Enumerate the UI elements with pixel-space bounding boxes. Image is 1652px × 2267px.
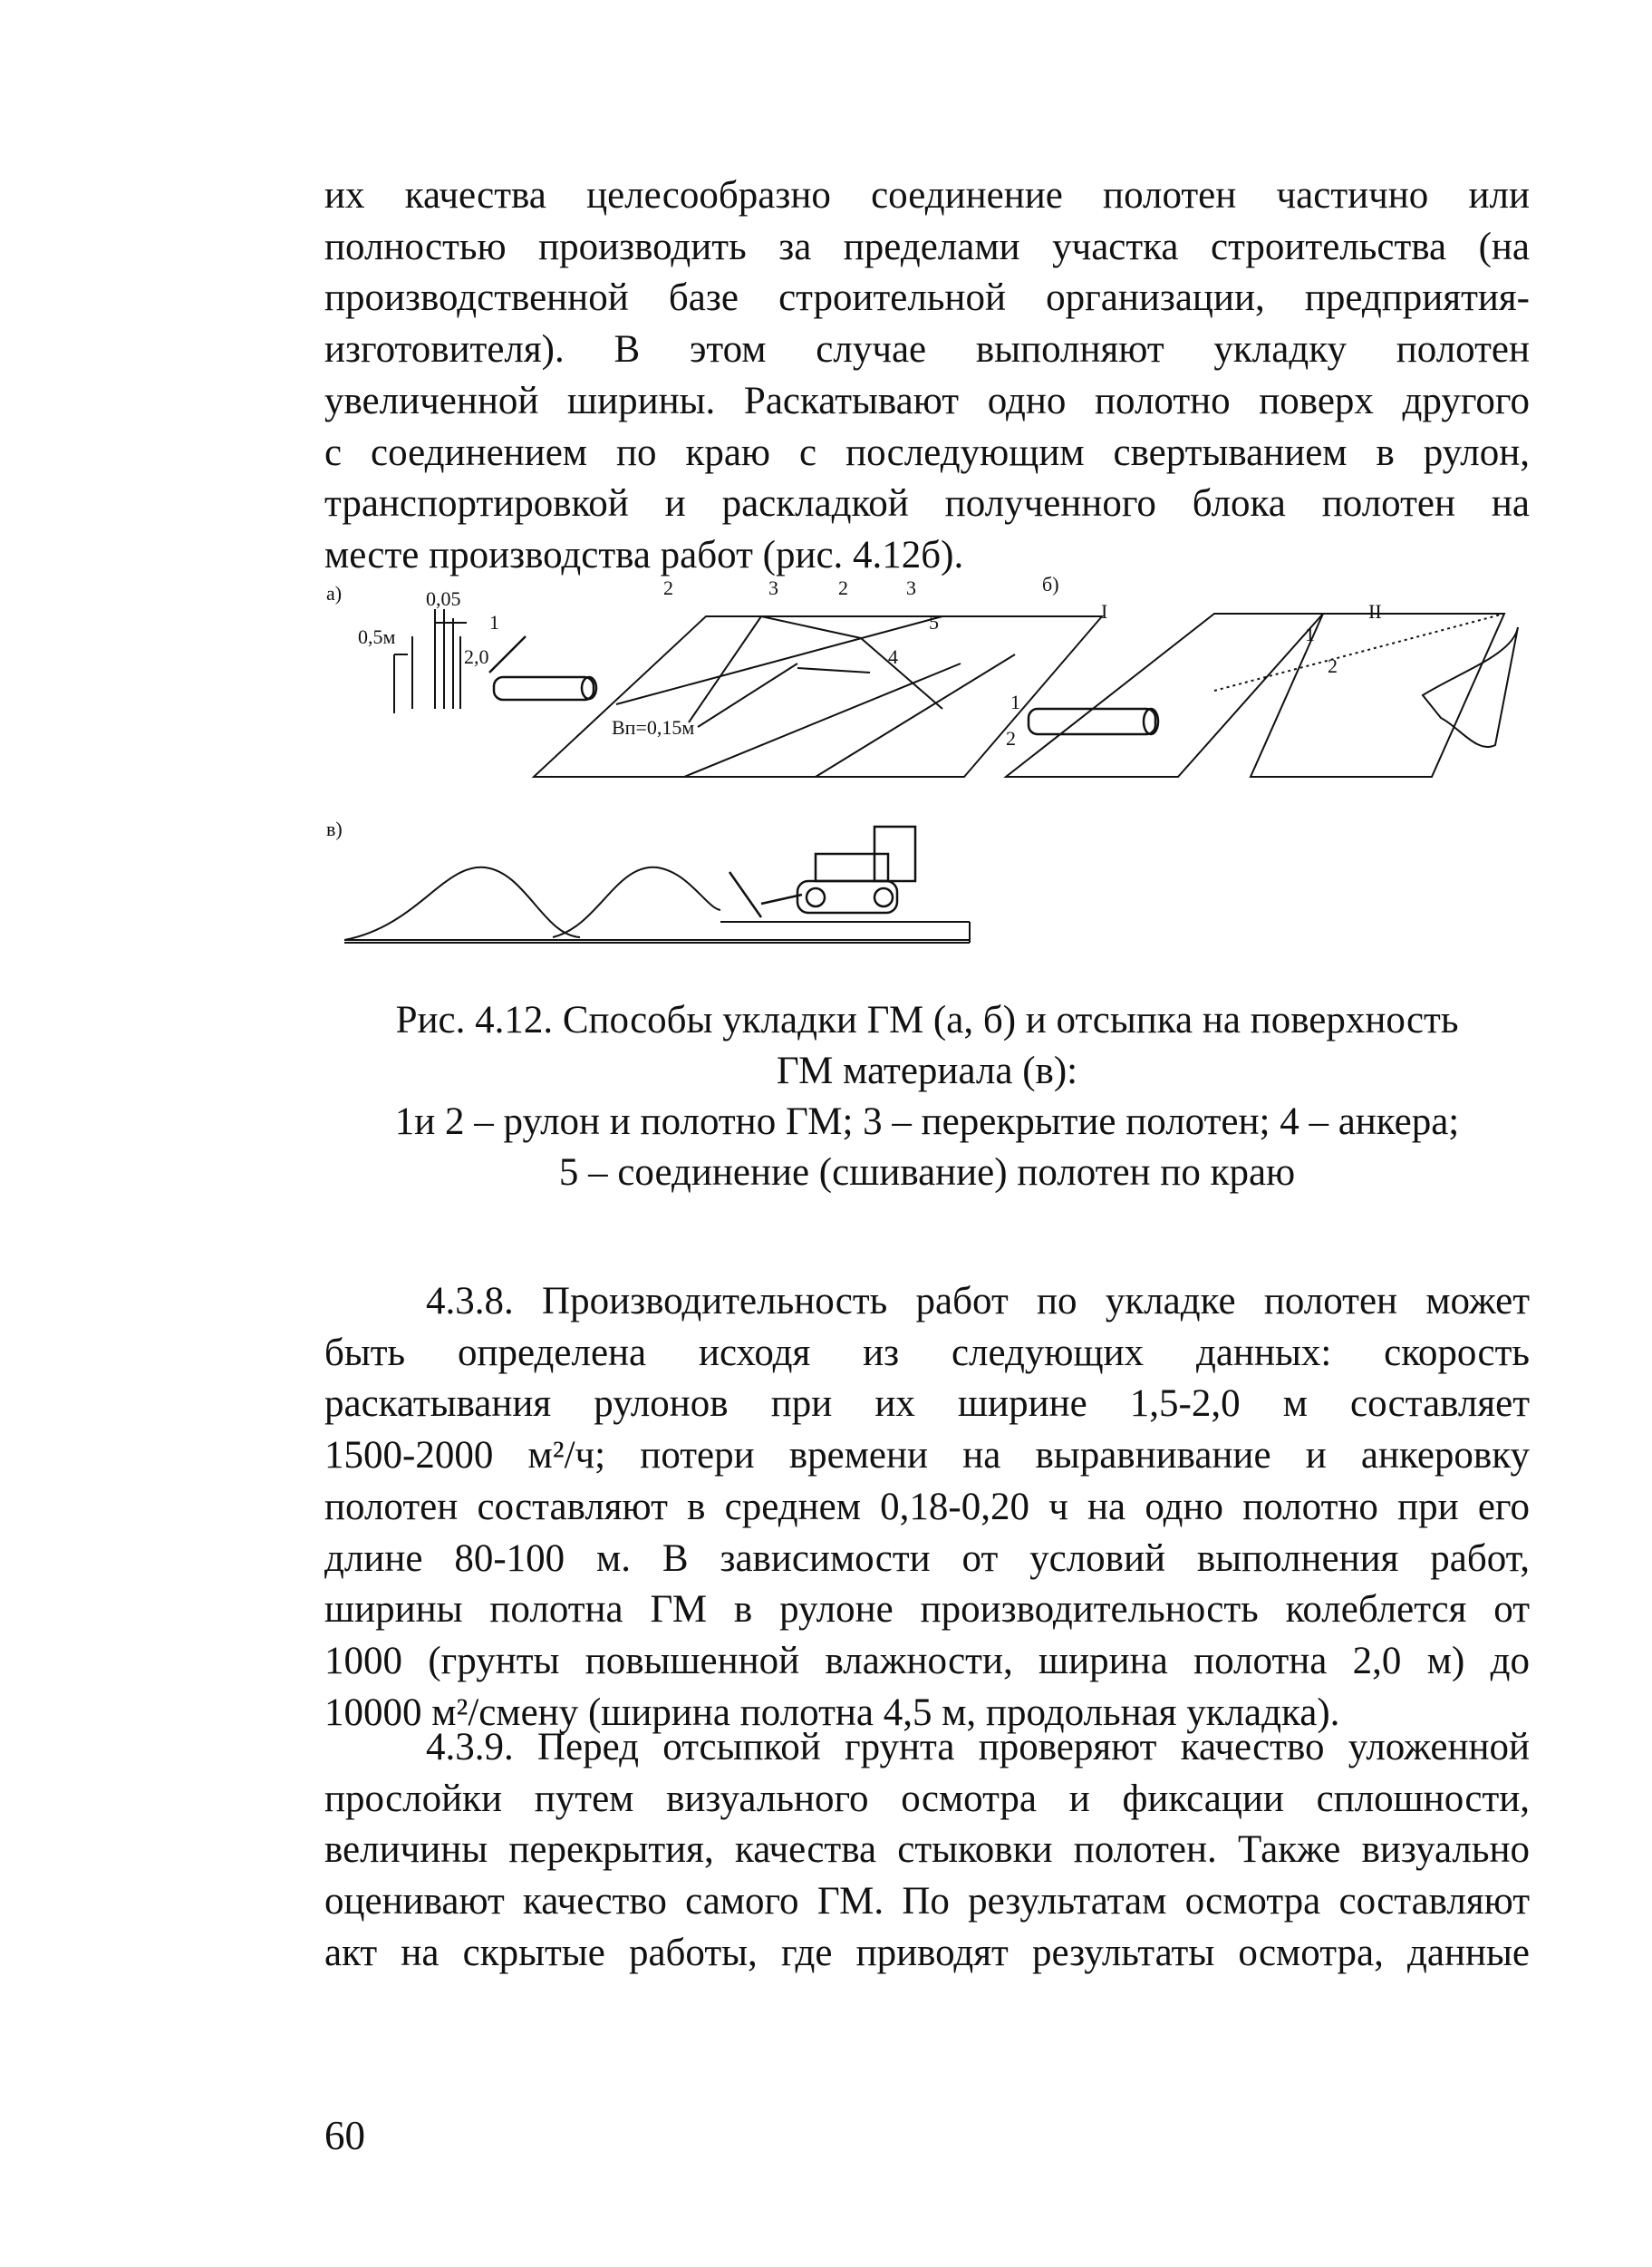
text-line: изготовителя). В этом случае выполняют укладку полотен <box>324 328 1530 372</box>
text-line: оценивают качество самого ГМ. По результатам осмотра составляют <box>324 1880 1530 1923</box>
text-line: 1000 (грунты повышенной влажности, ширина полотна 2,0 м) до <box>324 1639 1530 1682</box>
callout-number: I <box>1101 600 1108 623</box>
paragraph-4-3-8 <box>324 1276 1530 1739</box>
dim-label: 0,5м <box>358 625 396 648</box>
text-line: транспортировкой и раскладкой полученного блока полотен на <box>324 482 1530 526</box>
callout-number: 2 <box>838 576 848 599</box>
page-number: 60 <box>324 2113 365 2158</box>
panel-a-roll <box>489 636 596 700</box>
dim-label: 0,05 <box>426 587 461 610</box>
text-line: полностью производить за пределами участка строительства (на <box>324 225 1530 268</box>
panel-a-label: а) <box>326 582 343 605</box>
caption-line: ГМ материала (в): <box>776 1050 1078 1092</box>
text-line: 1500-2000 м²/ч; потери времени на выравнивание и анкеровку <box>324 1434 1530 1477</box>
text-line: 4.3.8. Производительность работ по укладке полотен может <box>426 1280 1530 1322</box>
text-line: прослойки путем визуального осмотра и фиксации сплошности, <box>324 1777 1530 1820</box>
panel-v-label: в) <box>326 818 343 840</box>
callout-number: II <box>1368 600 1382 623</box>
callout-number: 2 <box>1006 727 1016 750</box>
text-line: быть определена исходя из следующих данных: скорость <box>324 1331 1530 1374</box>
bulldozer-icon <box>729 827 915 917</box>
text-line: 4.3.9. Перед отсыпкой грунта проверяют качество уложенной <box>426 1726 1530 1768</box>
text-line: раскатывания рулонов при их ширине 1,5-2,0 м составляет <box>324 1382 1530 1426</box>
text-line: ширины полотна ГМ в рулоне производительность колеблется от <box>324 1588 1530 1632</box>
caption-line: 5 – соединение (сшивание) полотен по краю <box>558 1151 1296 1194</box>
width-label: Bп=0,15м <box>612 716 695 739</box>
callout-number: 2 <box>663 576 673 599</box>
text-line: 10000 м²/смену (ширина полотна 4,5 м, продольная укладка). <box>324 1691 1340 1734</box>
text-line: производственной базе строительной организации, предприятия- <box>324 276 1530 320</box>
text-line: полотен составляют в среднем 0,18-0,20 ч на одно полотно при его <box>324 1485 1530 1528</box>
figure-4-12 <box>308 573 1550 981</box>
text-line: длине 80-100 м. В зависимости от условий выполнения работ, <box>324 1536 1530 1580</box>
callout-number: 4 <box>888 645 898 668</box>
callout-number: 1 <box>1305 623 1315 645</box>
panel-b-roll <box>1029 709 1158 734</box>
text-line: величины перекрытия, качества стыковки полотен. Также визуально <box>324 1828 1530 1872</box>
panel-a-dimension-sketch <box>394 609 467 713</box>
dim-label: 2,0 <box>464 645 489 668</box>
text-line: месте производства работ (рис. 4.12б). <box>324 533 964 576</box>
paragraph-continued <box>324 170 1530 582</box>
text-line: с соединением по краю с последующим свертыванием в рулон, <box>324 431 1530 474</box>
callout-number: 3 <box>906 576 916 599</box>
paragraph-4-3-9 <box>324 1722 1530 1980</box>
callout-number: 1 <box>489 611 499 634</box>
panel-v-soil-piles <box>344 867 970 943</box>
caption-line: Рис. 4.12. Способы укладки ГМ (а, б) и отсыпка на поверхность <box>395 999 1459 1041</box>
text-line: увеличенной ширины. Раскатывают одно полотно поверх другого <box>324 379 1530 422</box>
callout-number: 1 <box>1010 691 1020 713</box>
callout-number: 5 <box>929 611 939 634</box>
caption-line: 1и 2 – рулон и полотно ГМ; 3 – перекрытие полотен; 4 – анкера; <box>394 1100 1460 1143</box>
figure-caption <box>324 995 1530 1198</box>
text-line: их качества целесообразно соединение полотен частично или <box>324 174 1530 217</box>
panel-b-label: б) <box>1042 573 1059 596</box>
callout-number: 3 <box>768 576 778 599</box>
text-line: акт на скрытые работы, где приводят результаты осмотра, данные <box>324 1931 1530 1974</box>
callout-number: 2 <box>1328 654 1338 677</box>
